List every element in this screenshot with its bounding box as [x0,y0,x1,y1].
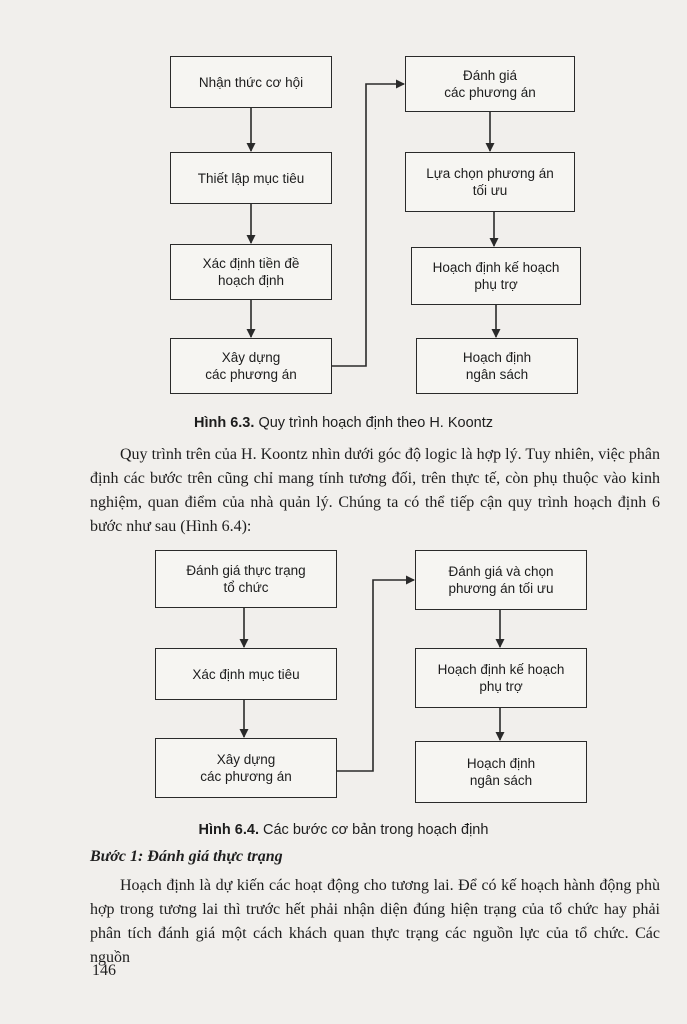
paragraph-1 [90,443,660,539]
fig2-box-build-alternatives: Xây dựng các phương án [155,738,337,798]
fig1-box-opportunity: Nhận thức cơ hội [170,56,332,108]
fig1-box-select-optimal: Lựa chọn phương án tối ưu [405,152,575,212]
fig2-box-assess-status: Đánh giá thực trạng tổ chức [155,550,337,608]
fig1-box-budget: Hoạch định ngân sách [416,338,578,394]
paragraph-1-text: Quy trình trên của H. Koontz nhìn dưới góc độ logic là hợp lý. Tuy nhiên, việc phân định các bước trên cũng chỉ mang tính tương đối, trên thực tế, còn phụ thuộc vào kinh nghiệm, quan điểm của nhà quản lý. Chúng ta có thể tiếp cận quy trình hoạch định 6 bước như sau (Hình 6.4): [90,446,660,535]
fig1-arrow-connector [332,84,404,366]
paragraph-2-text: Hoạch định là dự kiến các hoạt động cho tương lai. Để có kế hoạch hành động phù hợp trong tương lai thì trước hết phải nhận diện đúng hiện trạng của tổ chức hay phải phân tích đánh giá một cách khách quan thực trạng các nguồn lực của tổ chức. Các nguồn [90,877,660,966]
fig1-caption-label: Hình 6.3. [193,415,255,431]
fig2-box-support-plans: Hoạch định kế hoạch phụ trợ [415,648,587,708]
fig1-caption-text: Quy trình hoạch định theo H. Koontz [258,415,494,431]
fig2-caption [0,822,687,838]
fig2-box-evaluate-select: Đánh giá và chọn phương án tối ưu [415,550,587,610]
fig1-caption [0,415,687,431]
fig1-box-premises: Xác định tiền đề hoạch định [170,244,332,300]
fig2-box-define-objectives: Xác định mục tiêu [155,648,337,700]
fig1-box-support-plans: Hoạch định kế hoạch phụ trợ [411,247,581,305]
fig2-arrow-connector [337,580,414,771]
fig1-box-set-objectives: Thiết lập mục tiêu [170,152,332,204]
page-number: 146 [92,962,116,979]
step1-heading: Bước 1: Đánh giá thực trạng [90,848,283,865]
paragraph-2 [90,874,660,970]
fig2-caption-text: Các bước cơ bản trong hoạch định [263,822,489,838]
fig2-caption-label: Hình 6.4. [198,822,259,838]
fig1-box-evaluate: Đánh giá các phương án [405,56,575,112]
fig2-box-budget: Hoạch định ngân sách [415,741,587,803]
fig1-box-build-alternatives: Xây dựng các phương án [170,338,332,394]
